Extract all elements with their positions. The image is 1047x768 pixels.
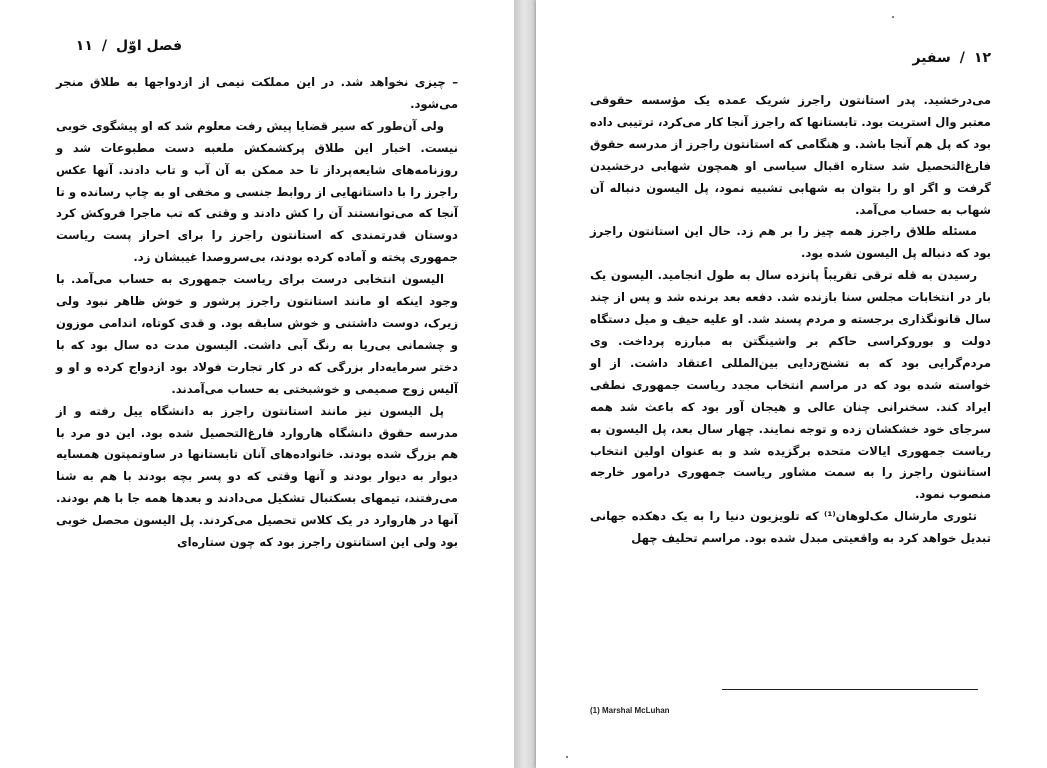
header-separator: / bbox=[101, 38, 108, 54]
scan-speck bbox=[892, 16, 894, 18]
book-title: سفیر bbox=[912, 50, 951, 66]
chapter-title: فصل اوّل bbox=[116, 38, 182, 54]
paragraph: رسیدن به قله ترقی تقریباً پانزده سال به طول انجامید. الیسون یک بار در انتخابات مجلس سنا بازنده شد. دفعه بعد برنده شد و پس از چند سال قانونگذاری برجسته و مردم پسند شد. او علیه حیف و میل دستگاه دولت و بوروکراسی حاکم بر واشینگتن به مبارزه پرداخت. وی مردم‌گرایی بود که به تشنج‌زدایی بین‌المللی اعتقاد داشت. از او خواسته شده بود که در مراسم انتخاب مجدد ریاست جمهوری نطقی ایراد کند. سخنرانی چنان عالی و هیجان آور بود که باعث شد همه سرجای خود خشکشان زده و توجه نمایند. چهار سال بعد، پل الیسون به ریاست جمهوری ایالات متحده برگزیده شد و به عنوان اولین انتخاب استانتون راجرز را به سمت مشاور ریاست جمهوری درامور خارجه منصوب نمود. bbox=[590, 268, 991, 502]
page-header-left bbox=[76, 38, 182, 54]
paragraph: ولی آن‌طور که سیر قضایا پیش رفت معلوم شد که او پیشگوی خوبی نیست. اخبار این طلاق پرکشمکش ملعبه دست مطبوعات شد و روزنامه‌های شایعه‌پرداز تا حد ممکن به آن آب و تاب دادند. آنها عکس راجرز را با داستانهایی از روابط جنسی و مخفی او به چاپ رسانده و تا آنجا که می‌توانستند آن را کش دادند و وقتی که تب ماجرا فروکش کرد دوستان قدرتمندی که استانتون راجرز را برای احراز پست ریاست جمهوری پخته و آماده کرده بودند، بی‌سروصدا غیبشان زد. bbox=[56, 118, 458, 265]
page-right bbox=[536, 0, 1047, 768]
page-left bbox=[0, 0, 514, 768]
page-number: ۱۱ bbox=[75, 38, 93, 54]
page-body-left bbox=[56, 72, 458, 554]
paragraph: مسئله طلاق راجرز همه چیز را بر هم زد. حال این استانتون راجرز بود که دنباله پل الیسون شده بود. bbox=[590, 224, 991, 261]
footnote-divider bbox=[722, 689, 978, 690]
footnote: (1) Marshal McLuhan bbox=[590, 706, 670, 715]
paragraph: – چیزی نخواهد شد. در این مملکت نیمی از ازدواجها به طلاق منجر می‌شود. bbox=[56, 75, 458, 111]
page-body-right bbox=[590, 90, 991, 550]
page-header-right bbox=[913, 50, 992, 66]
scan-speck bbox=[566, 756, 568, 758]
paragraph: تئوری مارشال مک‌لوهان⁽¹⁾ که تلویزیون دنیا را به یک دهکده جهانی تبدیل خواهد کرد به واقعیتی مبدل شده بود. مراسم تحلیف چهل bbox=[590, 509, 991, 546]
paragraph: الیسون انتخابی درست برای ریاست جمهوری به حساب می‌آمد. با وجود اینکه او مانند استانتون راجرز پرشور و خوش ظاهر نبود ولی زیرک، دوست داشتنی و خوش سابقه بود. و قدی کوتاه، اندامی موزون و چشمانی بی‌ریا به رنگ آبی داشت. الیسون مدت ده سال بود که با دختر سرمایه‌دار بزرگی که در کار تجارت فولاد بود ازدواج کرده و او و آلیس زوج صمیمی و خوشبختی به حساب می‌آمدند. bbox=[56, 272, 458, 396]
header-separator: / bbox=[959, 50, 965, 66]
paragraph: پل الیسون نیز مانند استانتون راجرز به دانشگاه ییل رفته و از مدرسه حقوق دانشگاه هاروارد فارغ‌التحصیل شده بود. این دو مرد با هم بزرگ شده بودند. خانواده‌های آنان تابستانها در ساوتمپتون همسایه دیوار به دیوار بودند و آنها وقتی که دو پسر بچه بودند با هم به شنا می‌رفتند، تیمهای بسکتبال تشکیل می‌دادند و بعدها همه جا با هم بودند. آنها در هاروارد در یک کلاس تحصیل می‌کردند. پل الیسون محصل خوبی بود ولی این استانتون راجرز بود که چون ستاره‌ای bbox=[56, 403, 458, 550]
page-gutter bbox=[514, 0, 536, 768]
paragraph: می‌درخشید. پدر استانتون راجرز شریک عمده یک مؤسسه حقوقی معتبر وال استریت بود. تابستانها که راجرز آنجا کار می‌کرد، ترتیبی داده بود که پل هم آنجا باشد. و هنگامی که استانتون راجرز از مدرسه حقوق فارغ‌التحصیل شد ستاره اقبال سیاسی او همچون شهابی درخشیدن گرفت و اگر او را بتوان به شهابی تشبیه نمود، پل الیسون دنباله آن شهاب به حساب می‌آمد. bbox=[590, 93, 991, 217]
page-number: ۱۲ bbox=[973, 50, 991, 66]
